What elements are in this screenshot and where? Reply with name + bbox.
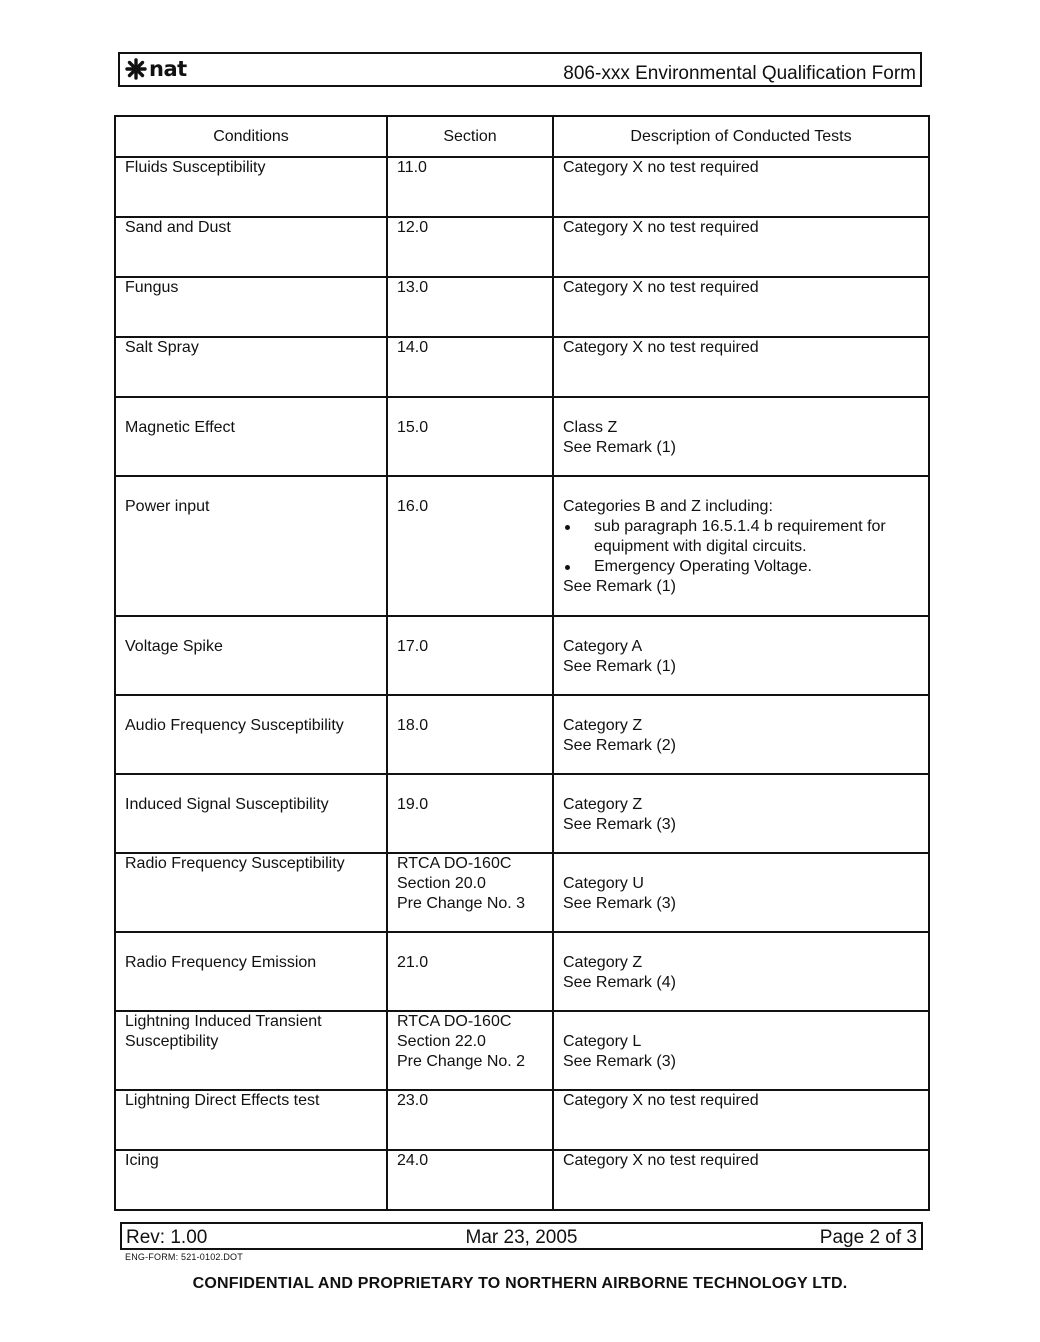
description-cell: Category X no test required [553, 157, 929, 217]
section-line: RTCA DO-160C [397, 1013, 512, 1030]
section-cell: 23.0 [387, 1090, 553, 1150]
page-header [118, 52, 922, 87]
description-line: See Remark (1) [563, 439, 676, 456]
table-row [115, 217, 929, 277]
column-header-description: Description of Conducted Tests [553, 116, 929, 157]
document-date: Mar 23, 2005 [465, 1227, 578, 1248]
section-cell: 18.0 [387, 695, 553, 774]
form-title: 806-xxx Environmental Qualification Form [563, 63, 916, 84]
section-cell [387, 1011, 553, 1090]
table-row [115, 774, 929, 853]
page-footer [120, 1222, 923, 1250]
condition-cell: Sand and Dust [115, 217, 387, 277]
description-line: See Remark (4) [563, 974, 676, 991]
description-line: See Remark (3) [563, 1053, 676, 1070]
description-line: Class Z [563, 419, 618, 436]
condition-cell: Salt Spray [115, 337, 387, 397]
section-cell: 21.0 [387, 932, 553, 1011]
description-cell [553, 932, 929, 1011]
description-line: Category A [563, 638, 643, 655]
table-row [115, 1150, 929, 1210]
description-cell: Category X no test required [553, 277, 929, 337]
section-line: Pre Change No. 2 [397, 1053, 526, 1070]
table-row [115, 337, 929, 397]
description-cell [553, 476, 929, 616]
star-logo-icon [124, 57, 148, 81]
section-cell: 17.0 [387, 616, 553, 695]
section-cell [387, 853, 553, 932]
table-header-row [115, 116, 929, 157]
section-cell: 16.0 [387, 476, 553, 616]
condition-cell: Lightning Induced Transient Susceptibility [115, 1011, 387, 1090]
condition-cell: Audio Frequency Susceptibility [115, 695, 387, 774]
condition-cell: Fungus [115, 277, 387, 337]
requirement-list [563, 517, 919, 577]
section-cell: 24.0 [387, 1150, 553, 1210]
condition-cell: Magnetic Effect [115, 397, 387, 476]
table-row [115, 1090, 929, 1150]
section-line: Pre Change No. 3 [397, 895, 526, 912]
qualification-table [114, 115, 930, 1211]
revision-label: Rev: 1.00 [126, 1227, 208, 1248]
condition-cell: Icing [115, 1150, 387, 1210]
description-line: See Remark (3) [563, 816, 676, 833]
description-cell [553, 853, 929, 932]
condition-cell: Radio Frequency Emission [115, 932, 387, 1011]
section-line: RTCA DO-160C [397, 855, 512, 872]
confidential-notice: CONFIDENTIAL AND PROPRIETARY TO NORTHERN AIRBORNE TECHNOLOGY LTD. [192, 1275, 848, 1292]
table-row [115, 397, 929, 476]
description-line: See Remark (2) [563, 737, 676, 754]
description-cell: Category X no test required [553, 1090, 929, 1150]
description-line: Category L [563, 1033, 642, 1050]
table-row [115, 476, 929, 616]
description-line: See Remark (1) [563, 658, 676, 675]
description-cell: Category X no test required [553, 1150, 929, 1210]
column-header-conditions: Conditions [115, 116, 387, 157]
description-line: See Remark (3) [563, 895, 676, 912]
description-line: Category U [563, 875, 644, 892]
condition-cell: Voltage Spike [115, 616, 387, 695]
section-cell: 11.0 [387, 157, 553, 217]
description-line: See Remark (1) [563, 578, 676, 595]
description-cell: Category X no test required [553, 337, 929, 397]
table-row [115, 277, 929, 337]
section-cell: 19.0 [387, 774, 553, 853]
logo-text: nat [149, 57, 187, 81]
condition-cell: Fluids Susceptibility [115, 157, 387, 217]
section-line: Section 22.0 [397, 1033, 486, 1050]
page-number: Page 2 of 3 [819, 1227, 917, 1248]
description-cell [553, 695, 929, 774]
table-row [115, 932, 929, 1011]
column-header-section: Section [387, 116, 553, 157]
company-logo [124, 56, 187, 82]
section-cell: 13.0 [387, 277, 553, 337]
description-line: Category Z [563, 954, 643, 971]
description-cell [553, 616, 929, 695]
table-row [115, 1011, 929, 1090]
table-row [115, 695, 929, 774]
description-cell [553, 774, 929, 853]
section-line: Section 20.0 [397, 875, 486, 892]
section-cell: 15.0 [387, 397, 553, 476]
condition-cell: Radio Frequency Susceptibility [115, 853, 387, 932]
form-id: ENG-FORM: 521-0102.DOT [125, 1252, 243, 1262]
section-cell: 12.0 [387, 217, 553, 277]
condition-cell: Induced Signal Susceptibility [115, 774, 387, 853]
list-item: Emergency Operating Voltage. [563, 557, 919, 577]
description-cell [553, 397, 929, 476]
table-row [115, 157, 929, 217]
description-cell: Category X no test required [553, 217, 929, 277]
list-item: sub paragraph 16.5.1.4 b requirement for equipment with digital circuits. [563, 517, 919, 557]
table-row [115, 853, 929, 932]
condition-cell: Lightning Direct Effects test [115, 1090, 387, 1150]
section-cell: 14.0 [387, 337, 553, 397]
description-line: Category Z [563, 717, 643, 734]
description-line: Category Z [563, 796, 643, 813]
description-line: Categories B and Z including: [563, 498, 773, 515]
condition-cell: Power input [115, 476, 387, 616]
table-row [115, 616, 929, 695]
description-cell [553, 1011, 929, 1090]
